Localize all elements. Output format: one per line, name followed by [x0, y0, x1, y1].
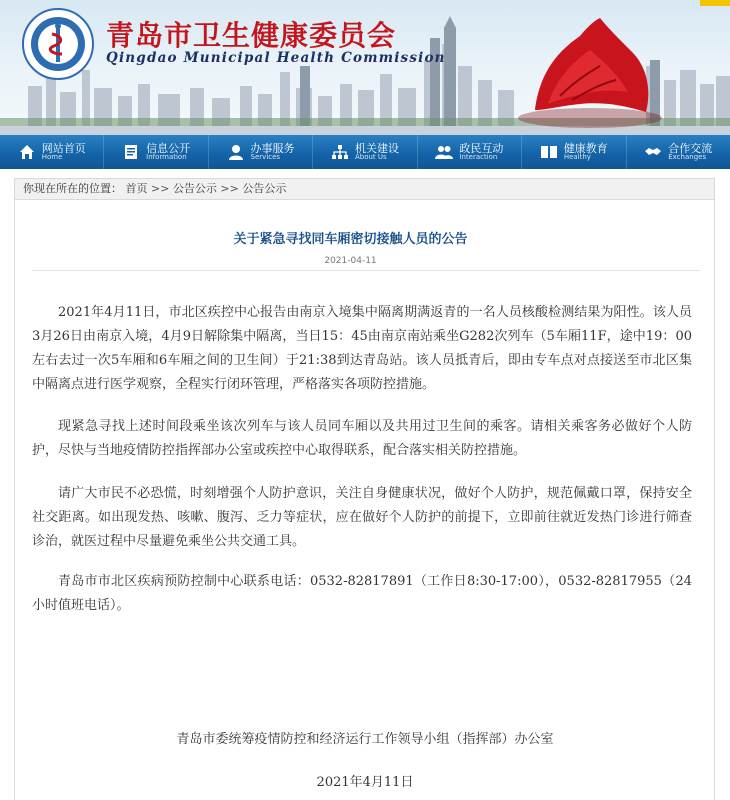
nav-label-cn: 健康教育 [563, 141, 608, 155]
nav-item-home[interactable] [0, 135, 104, 169]
breadcrumb-separator: >> [147, 182, 173, 195]
breadcrumb-link-notices-current[interactable]: 公告公示 [242, 182, 287, 195]
nav-label-cn: 合作交流 [668, 141, 713, 155]
article-paragraph: 2021年4月11日，市北区疾控中心报告由南京入境集中隔离期满返青的一名人员核酸检测结果为阳性。该人员3月26日由南京入境，4月9日解除集中隔离，当日15：45由南京南站乘坐G282次列车（5车厢11F，途中19：00左右去过一次5车厢和6车厢之间的卫生间）于21:38到达青岛站。该人员抵青后，即由专车点对点接送至市北区集中隔离点进行医学观察，全程实行闭环管理，严格落实各项防控措施。 [32, 305, 692, 392]
site-banner [0, 0, 730, 135]
article-paragraph: 现紧急寻找上述时间段乘坐该次列车与该人员同车厢以及共用过卫生间的乘客。请相关乘客务必做好个人防护，尽快与当地疫情防控指挥部办公室或疾控中心取得联系，配合落实相关防控措施。 [32, 419, 692, 458]
nav-label-cn: 网站首页 [41, 141, 86, 155]
nav-item-exchanges[interactable] [627, 135, 730, 169]
nav-item-services[interactable] [209, 135, 313, 169]
issuer-signature: 青岛市委统筹疫情防控和经济运行工作领导小组（指挥部）办公室 [176, 732, 554, 747]
nav-label-en: Exchanges [668, 153, 707, 162]
document-icon [122, 143, 140, 161]
site-title-cn: 青岛市卫生健康委员会 [106, 19, 397, 52]
nav-label-en: Services [250, 153, 281, 162]
nav-label-en: About Us [354, 153, 387, 162]
breadcrumb-link-home[interactable]: 首页 [125, 182, 148, 195]
breadcrumb-link-notices[interactable]: 公告公示 [172, 182, 217, 195]
article-paragraph: 请广大市民不必恐慌，时刻增强个人防护意识，关注自身健康状况，做好个人防护，规范佩戴口罩，保持安全社交距离。如出现发热、咳嗽、腹泻、乏力等症状，应在做好个人防护的前提下，立即前往就近发热门诊进行筛查诊治，就医过程中尽量避免乘坐公共交通工具。 [32, 486, 692, 549]
home-icon [18, 143, 36, 161]
book-icon [540, 143, 558, 161]
handshake-icon [644, 143, 662, 161]
nav-label-en: Interaction [459, 153, 498, 162]
breadcrumb-separator: >> [216, 182, 243, 195]
nav-item-interaction[interactable] [418, 135, 522, 169]
nav-item-about-us[interactable] [313, 135, 417, 169]
organization-icon [331, 143, 349, 161]
breadcrumb-prefix: 你现在所在的位置： [23, 182, 122, 195]
user-icon [227, 143, 245, 161]
commission-logo[interactable] [22, 8, 94, 80]
people-icon [435, 143, 453, 161]
nav-item-information[interactable] [104, 135, 208, 169]
title-divider [32, 270, 700, 271]
nav-label-cn: 政民互动 [459, 141, 504, 155]
nav-label-en: Information [146, 153, 187, 162]
article-paragraph: 青岛市市北区疾病预防控制中心联系电话：0532-82817891（工作日8:30-17:00），0532-82817955（24小时值班电话）。 [32, 574, 692, 613]
article-title: 关于紧急寻找同车厢密切接触人员的公告 [233, 232, 468, 247]
nav-label-cn: 办事服务 [250, 141, 295, 155]
site-title-en: Qingdao Municipal Health Commission [106, 50, 446, 66]
article-date: 2021-04-11 [324, 256, 377, 266]
nav-item-healthy[interactable] [522, 135, 626, 169]
nav-label-cn: 机关建设 [354, 141, 399, 155]
breadcrumb [14, 178, 715, 200]
top-corner-link[interactable] [700, 0, 730, 6]
nav-label-en: Healthy [563, 153, 591, 162]
main-nav [0, 135, 730, 169]
may-wind-sculpture-icon [518, 18, 662, 128]
nav-label-en: Home [41, 153, 63, 162]
nav-label-cn: 信息公开 [146, 141, 191, 155]
signature-date: 2021年4月11日 [316, 775, 414, 790]
